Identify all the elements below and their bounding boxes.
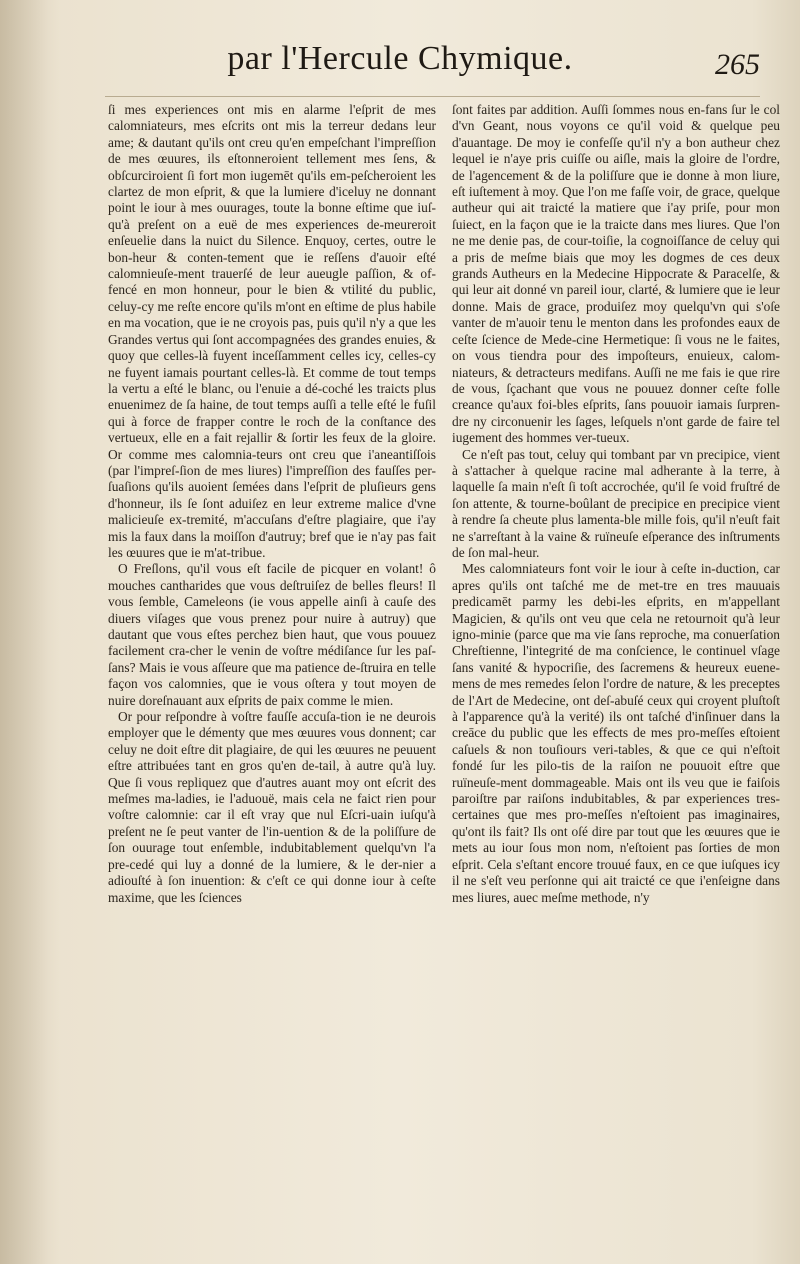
page-number: 265 [715, 48, 760, 81]
header-rule [105, 96, 760, 97]
paragraph: O Freſlons, qu'il vous eſt facile de picquer en volant! ô mouches cantharides que vous deſtruiſez de belles fleurs! Il vous ſemble, Cameleons (ie vous appelle ainſi à cauſe des diuers viſages que vous prenez pour nuire à autruy) que dautant que vous eſtes perchez bien haut, que vous pouuez facilement cra-cher le venin de voſtre médiſance ſur les paſ-ſans? Mais ie vous aſſeure que ma patience de-ſtruira en telle façon vos calomnies, que ie vous oſtera y tout moyen de nuire doreſnauant aux eſprits de paix comme le mien. [108, 561, 436, 708]
paragraph: Or pour reſpondre à voſtre fauſſe accuſa-tion ie ne deurois employer que le démenty que mes œuures vous donnent; car celuy ne doit eſtre dit plagiaire, de qui les œuures ne peuuent eſtre attribuées tant en gros qu'en de-tail, à autre qu'à luy. Que ſi vous repliquez que d'autres auant moy ont eſcrit des meſmes ma-ladies, ie l'aduouë, mais cela ne faict rien pour voſtre calomnie: car il eſt vray que nul Eſcri-uain iuſqu'à preſent ne ſe peut vanter de l'in-uention & de la poliſſure de ſon ouurage tout enſemble, indubitablement quelqu'vn l'a pre-cedé qui luy a donné de la lumiere, & le der-nier a adiouſté à ſon inuention: & c'eſt ce qui donne iour à ceſte maxime, que les ſciences [108, 709, 436, 905]
running-title: par l'Hercule Chymique. [227, 40, 573, 77]
page-gutter-shadow [0, 0, 60, 1264]
paragraph: Mes calomniateurs font voir le iour à ceſte in-duction, car apres qu'ils ont taſché me de met-tre en tres mauuais predicamēt parmy les debi-les eſprits, en m'appellant Magicien, & qu'ils ont veu que cela ne retournoit qu'à leur igno-minie (parce que ma vie ſans reproche, ma conuerſation Chreſtienne, l'integrité de ma conſcience, le continuel vſage ſans vanité & hypocriſie, des ſacremens & heureux euene-mens de mes remedes ſelon l'ordre de nature, & les preceptes de l'Art de Medecine, ont deſ-abuſé ceux qui croyent pluſtoſt à l'apparence qu'à la verité) ils ont taſché d'inſinuer dans la creāce du public que les effects de mes pro-meſſes eſtoient caſuels & non touſiours veri-tables, & que ce qui n'eſtoit fondé ſur les pilo-tis de la raiſon ne pouuoit eſtre que ruïneuſe-ment dommageable. Mais ont ils veu que ie faiſois paroiſtre par raiſons indubitables, & par experiences tres-certaines que mes pro-meſſes n'eſtoient pas imaginaires, qu'ont ils fait? Ils ont oſé dire par tout que les œuures que ie mets au iour ſous mon nom, n'eſtoient pas ſorties de mon eſprit. Cela s'eſtant encore trouué faux, en ce que iuſques icy il ne s'eſt veu perſonne qui ait traicté ce que i'enſeigne dans mes liures, auec meſme methode, n'y [452, 561, 780, 905]
paragraph: ſi mes experiences ont mis en alarme l'eſprit de mes calomniateurs, mes eſcrits ont mis la terreur dedans leur ame; & dautant qu'ils ont creu qu'en empeſchant l'impreſſion de mes œuures, ils eſtonneroient tellement mes ſens, & obſcurciroient ſi fort mon iugemēt qu'ils em-peſcheroient les clartez de mon eſprit, & que la lumiere d'iceluy ne donnant point le iour à mes ouurages, toute la bonne eſtime que iuſ-qu'à preſent on a euë de mes experiences de-meureroit enſeuelie dans la nuict du Silence. Enquoy, certes, outre le bon-heur & conten-tement que ie reſſens d'auoir eſté calomnieuſe-ment trauerſé de leur aueugle paſſion, & of-fencé en mon honneur, pour le bien & vtilité du public, celuy-cy me reſte encore qu'ils m'ont en eſtime de plus habile en ma vocation, que ie ne croyois pas, puis qu'il n'y a que les Grandes vertus qui ſont accompagnées des grandes enuies, & quoy que celles-là fuyent inceſſamment celles icy, celles-cy ne fuyent iamais pourtant celles-là. Et comme de tout temps la vertu a eſté le blanc, ou l'enuie a dé-coché les traicts plus enuenimez de ſa haine, de tout temps auſſi a telle eſté le fuſil qui à force de frapper contre le roch de la conſtance des vertueux, elle en a fait rejallir & ſortir les feux de la gloire. Or comme mes calomnia-teurs ont creu que i'aneantiſſois (par l'impreſ-ſion de mes liures) l'impreſſion des fauſſes per-ſuaſions qu'ils auoient ſemées dans l'eſprit de pluſieurs gens d'honneur, ils ſe ſont aduiſez en leur extreme malice d'vne malicieuſe ex-tremité, m'accuſans d'eſtre plagiaire, que i'ay mis la faux dans la moiſſon d'autruy; bref que ie n'ay pas fait les œuures que ie m'at-tribue. [108, 102, 436, 560]
left-column [108, 102, 436, 906]
paragraph: Ce n'eſt pas tout, celuy qui tombant par vn precipice, vient à s'attacher à quelque racine mal adherante à la terre, à laquelle ſa main n'eſt ſi toſt accrochée, qu'il ſe void fruſtré de ſon attente, & tourne-boûlant de precipice en precipice vient à rendre ſa cheute plus lamenta-ble mille fois, qu'il n'euſt fait ne s'arreſtant à la vaine & ruïneuſe eſperance des inſtruments de ſon mal-heur. [452, 446, 780, 560]
right-column [452, 102, 780, 906]
paragraph: ſont faites par addition. Auſſi ſommes nous en-fans ſur le col d'vn Geant, nous voyons ce qu'il void & quelque peu d'auantage. De moy ie confeſſe qu'il n'y a bon autheur chez lequel ie n'aye pris cuiſſe ou aiſle, mais la gloire de l'ordre, de l'agencement & de la poliſſure que ie donne à mon liure, eſt iuſtement à moy. Que l'on me faſſe voir, de grace, quelque autheur qui ait traicté la matiere que i'ay priſe, pour mon ſuiect, en la façon que ie la traicte dans mes liures. Que l'on ne me denie pas, de cour-toiſie, la cognoiſſance de celuy qui a pris de meſme biais que moy les dogmes de ces deux grands Autheurs en la Medecine Hippocrate & Paracelſe, & qui leur ait donné vn pareil iour, clarté, & lumiere que ie leur donne. Mais de grace, produiſez moy quelqu'vn qui s'oſe vanter de m'auoir tenu le menton dans les profondes eaux de ceſte ſcience de Mede-cine Hermetique: ſi vous ne le faites, on vous tiendra pour des impoſteurs, enuieux, calom-niateurs, & detracteurs medifans. Auſſi ne me fais ie que rire de vous, ſçachant que vous ne pouuez donner ceſte folle creance qu'aux foi-bles eſprits, ſans pouuoir iamais ſurpren-dre ny circonuenir les ſages, leſquels n'ont garde de faire tel iugement des hommes ver-tueux. [452, 102, 780, 446]
